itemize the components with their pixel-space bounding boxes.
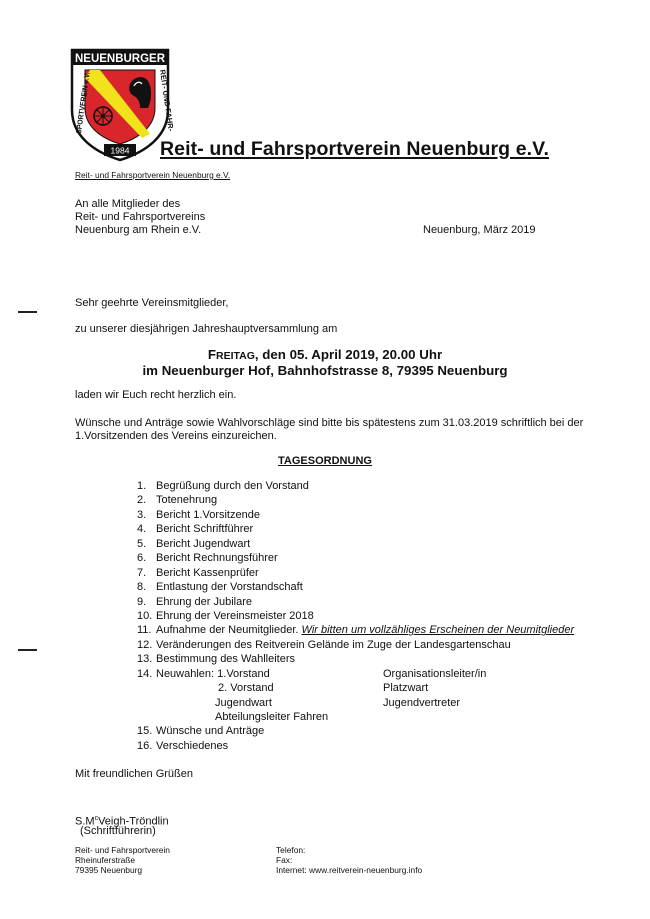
proposals-text-line1: Wünsche und Anträge sowie Wahlvorschläge sind bitte bis spätestens zum 31.03.2019 schriftlich bei der — [75, 417, 584, 429]
signer-surname: Veigh-Tröndlin — [98, 815, 169, 828]
election-position: Organisationsleiter/in — [383, 667, 487, 680]
election-position: Jugendvertreter — [383, 696, 461, 709]
agenda-heading: TAGESORDNUNG — [278, 455, 372, 467]
agenda-number: 2. — [137, 494, 147, 507]
intro-text: zu unserer diesjährigen Jahreshauptversammlung am — [75, 323, 338, 335]
agenda-number: 8. — [137, 581, 147, 594]
fold-mark — [18, 649, 37, 651]
footer-phone: Telefon: — [276, 845, 306, 855]
logo-right-text: REIT- UND FAHR- — [158, 69, 176, 133]
event-location: im Neuenburger Hof, Bahnhofstrasse 8, 79395 Neuenburg — [142, 363, 508, 378]
club-logo — [68, 48, 176, 162]
logo-year: 1984 — [110, 145, 130, 156]
agenda-number: 5. — [137, 537, 147, 550]
signer-superscript: c — [94, 815, 99, 822]
invite-text: laden wir Euch recht herzlich ein. — [75, 389, 237, 401]
agenda-number: 9. — [137, 595, 147, 608]
agenda-text: Bericht Rechnungsführer — [156, 552, 278, 565]
election-position: Jugendwart — [215, 696, 272, 709]
agenda-number: 11. — [137, 624, 152, 637]
agenda-number: 12. — [137, 638, 153, 651]
recipient-line: Reit- und Fahrsportvereins — [75, 211, 206, 223]
agenda-text: Wünsche und Anträge — [156, 725, 265, 738]
agenda-number: 15. — [137, 725, 153, 738]
recipient-line: Neuenburg am Rhein e.V. — [75, 224, 202, 236]
event-day-rest: REITAG — [216, 350, 255, 362]
agenda-text: Ehrung der Jubilare — [156, 595, 253, 608]
closing-greeting: Mit freundlichen Grüßen — [75, 768, 193, 780]
agenda-text: Bericht Jugendwart — [156, 537, 251, 550]
agenda-text: Bestimmung des Wahlleiters — [156, 653, 295, 666]
club-name-title: Reit- und Fahrsportverein Neuenburg e.V. — [160, 138, 550, 160]
agenda-text: Ehrung der Vereinsmeister 2018 — [156, 609, 314, 622]
election-position: Platzwart — [383, 682, 429, 695]
event-day-initial: F — [207, 347, 216, 362]
agenda-number: 13. — [137, 653, 153, 666]
agenda-text: Bericht Kassenprüfer — [156, 566, 259, 579]
recipient-address — [75, 198, 205, 237]
agenda-number: 6. — [137, 552, 147, 565]
signer-initials: S.M — [75, 815, 95, 828]
agenda-note: Wir bitten um vollzähliges Erscheinen der Neumitglieder — [301, 624, 575, 637]
agenda-number: 16. — [137, 739, 153, 752]
agenda-text: Neuwahlen: 1.Vorstand — [156, 667, 270, 680]
agenda-number: 7. — [137, 566, 147, 579]
footer-line: Reit- und Fahrsportverein — [75, 845, 170, 855]
agenda-text: Verschiedenes — [156, 739, 229, 752]
agenda-text: Bericht 1.Vorsitzende — [156, 508, 260, 521]
salutation: Sehr geehrte Vereinsmitglieder, — [75, 297, 229, 309]
agenda-number: 1. — [137, 480, 147, 492]
agenda-number: 3. — [137, 508, 147, 521]
agenda-text: Bericht Schriftführer — [156, 523, 254, 536]
agenda-number: 4. — [137, 523, 147, 536]
event-date — [0, 347, 650, 364]
event-date-time: , den 05. April 2019, 20.00 Uhr — [254, 347, 443, 362]
logo-top-text: NEUENBURGER — [75, 53, 166, 65]
recipient-line: An alle Mitglieder des — [75, 198, 181, 210]
footer-website[interactable]: Internet: www.reitverein-neuenburg.info — [276, 865, 423, 876]
agenda-text: Totenehrung — [156, 494, 218, 507]
place-date: Neuenburg, März 2019 — [423, 224, 536, 236]
agenda-text — [156, 623, 574, 637]
election-position: 2. Vorstand — [218, 682, 274, 695]
agenda-text-main: Aufnahme der Neumitglieder. — [156, 624, 299, 637]
agenda-text: Entlastung der Vorstandschaft — [156, 581, 303, 594]
election-position: Abteilungsleiter Fahren — [215, 711, 329, 723]
agenda-text: Begrüßung durch den Vorstand — [156, 480, 309, 492]
footer-address — [75, 845, 170, 876]
agenda-number: 14. — [137, 667, 153, 680]
footer-fax: Fax: — [276, 855, 293, 866]
signer-role: (Schriftführerin) — [80, 825, 156, 837]
footer-contact — [276, 845, 422, 876]
fold-mark — [18, 311, 37, 313]
footer-line: Rheinuferstraße — [75, 855, 136, 866]
footer-line: 79395 Neuenburg — [75, 865, 143, 876]
logo-left-text: SPORTVEREIN e.V. — [74, 65, 93, 135]
wagon-wheel-icon — [94, 107, 112, 125]
proposals-text-line2: 1.Vorsitzenden des Vereins einzureichen. — [75, 430, 277, 442]
sender-line: Reit- und Fahrsportverein Neuenburg e.V. — [75, 170, 231, 180]
agenda-text: Veränderungen des Reitverein Gelände im Zuge der Landesgartenschau — [156, 638, 511, 651]
agenda-number: 10. — [137, 609, 153, 622]
